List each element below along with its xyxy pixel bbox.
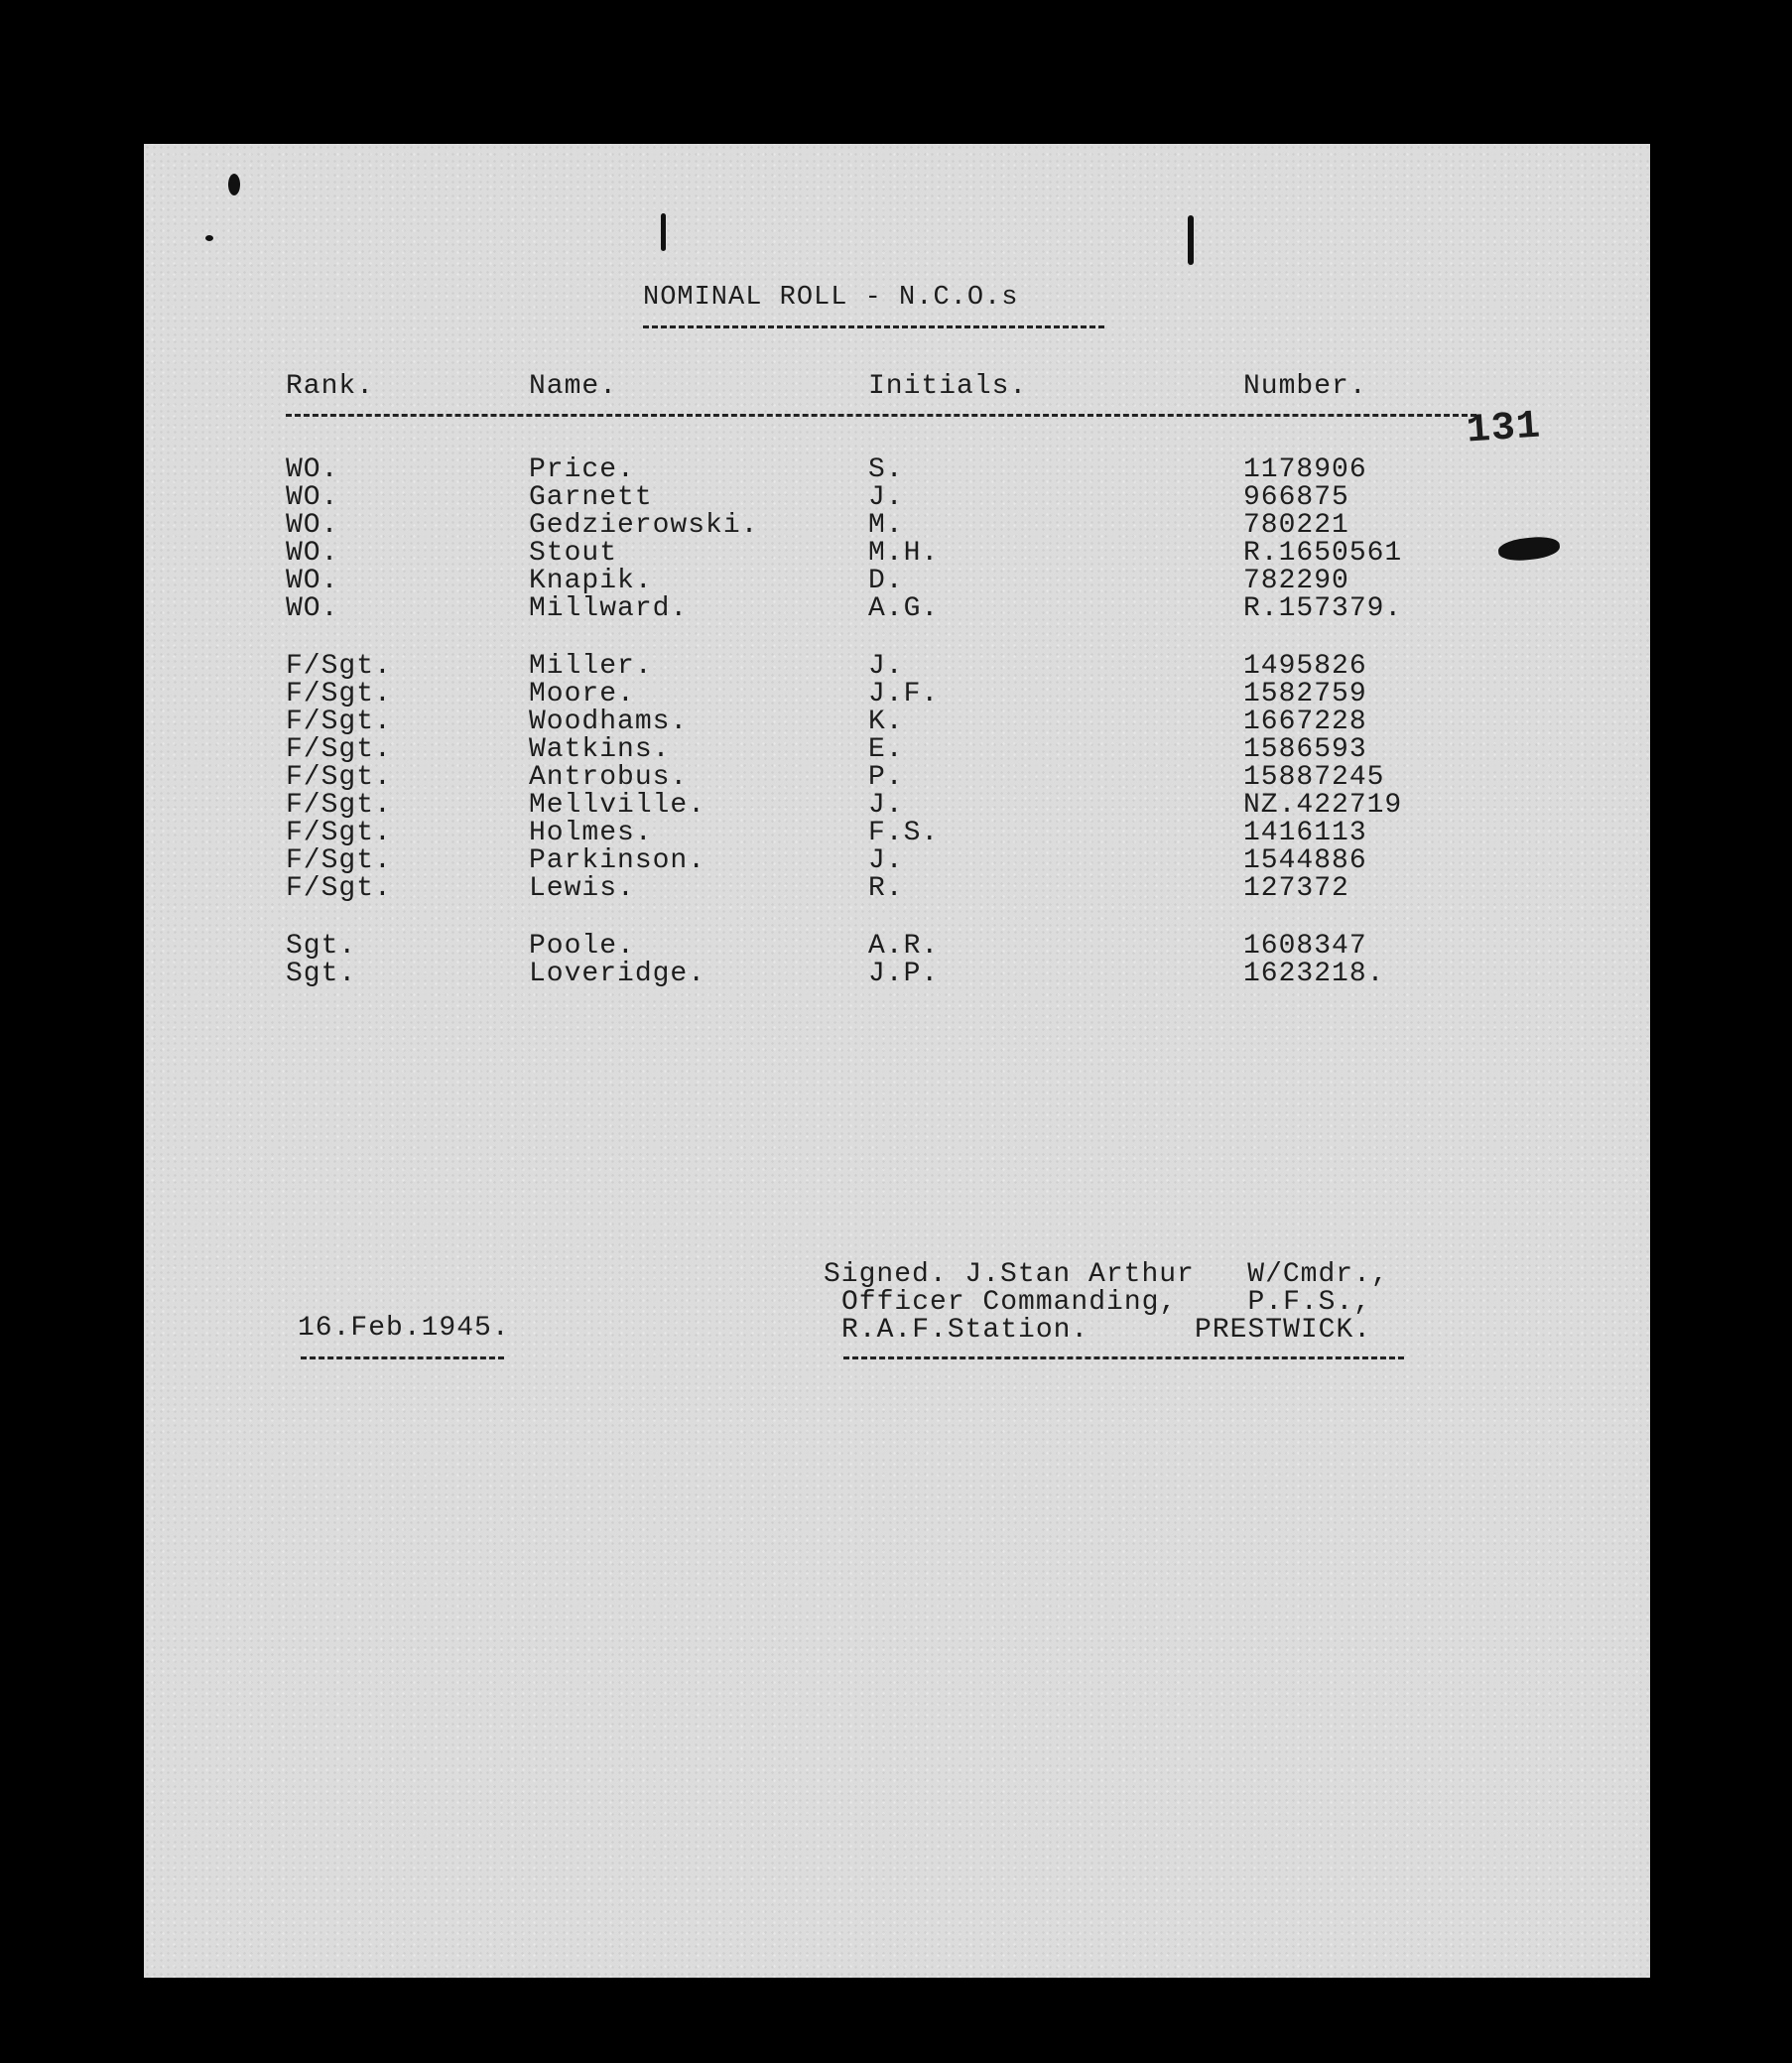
name-cell: Miller.: [529, 651, 653, 682]
ink-blot: [228, 174, 240, 195]
table-row: [144, 875, 1650, 903]
number-cell: NZ.422719: [1243, 790, 1403, 821]
table-row: [144, 595, 1650, 623]
number-cell: 782290: [1243, 566, 1349, 596]
date-underline: [301, 1356, 504, 1359]
initials-cell: J.P.: [868, 959, 940, 989]
initials-cell: J.F.: [868, 679, 940, 709]
document-page: [144, 144, 1650, 1978]
table-row: [144, 764, 1650, 792]
initials-cell: F.S.: [868, 818, 940, 848]
header-number: Number.: [1243, 371, 1367, 402]
table-row: [144, 961, 1650, 988]
initials-cell: A.G.: [868, 593, 940, 624]
table-row: [144, 681, 1650, 709]
ink-blot: [205, 235, 213, 241]
initials-cell: A.R.: [868, 931, 940, 962]
table-row: [144, 568, 1650, 595]
name-cell: Price.: [529, 454, 635, 485]
initials-cell: M.H.: [868, 538, 940, 569]
table-row: [144, 512, 1650, 540]
name-cell: Knapik.: [529, 566, 653, 596]
initials-cell: S.: [868, 454, 904, 485]
punch-mark: [1188, 215, 1194, 265]
name-cell: Holmes.: [529, 818, 653, 848]
initials-cell: P.: [868, 762, 904, 793]
table-row: [144, 653, 1650, 681]
initials-cell: R.: [868, 873, 904, 904]
name-cell: Millward.: [529, 593, 689, 624]
number-cell: 1623218.: [1243, 959, 1385, 989]
number-cell: 1495826: [1243, 651, 1367, 682]
rank-cell: Sgt.: [286, 931, 357, 962]
name-cell: Stout: [529, 538, 618, 569]
initials-cell: J.: [868, 790, 904, 821]
initials-cell: M.: [868, 510, 904, 541]
number-cell: 1178906: [1243, 454, 1367, 485]
signature-line-3: R.A.F.Station. PRESTWICK.: [841, 1315, 1372, 1346]
number-cell: 15887245: [1243, 762, 1385, 793]
rank-cell: F/Sgt.: [286, 707, 392, 737]
table-row: [144, 933, 1650, 961]
name-cell: Woodhams.: [529, 707, 689, 737]
name-cell: Garnett: [529, 482, 653, 513]
number-cell: 1582759: [1243, 679, 1367, 709]
rank-cell: WO.: [286, 454, 339, 485]
number-cell: 1544886: [1243, 845, 1367, 876]
name-cell: Poole.: [529, 931, 635, 962]
initials-cell: J.: [868, 651, 904, 682]
table-row: [144, 792, 1650, 820]
header-name: Name.: [529, 371, 618, 402]
table-row: [144, 736, 1650, 764]
table-row: [144, 484, 1650, 512]
initials-cell: J.: [868, 482, 904, 513]
number-cell: R.157379.: [1243, 593, 1403, 624]
name-cell: Loveridge.: [529, 959, 706, 989]
initials-cell: K.: [868, 707, 904, 737]
rank-cell: WO.: [286, 510, 339, 541]
initials-cell: D.: [868, 566, 904, 596]
number-cell: 1667228: [1243, 707, 1367, 737]
signature-line-2: Officer Commanding, P.F.S.,: [841, 1287, 1372, 1318]
rank-cell: F/Sgt.: [286, 679, 392, 709]
number-cell: 1586593: [1243, 734, 1367, 765]
rank-cell: F/Sgt.: [286, 845, 392, 876]
rank-cell: F/Sgt.: [286, 818, 392, 848]
name-cell: Lewis.: [529, 873, 635, 904]
name-cell: Watkins.: [529, 734, 671, 765]
number-cell: 780221: [1243, 510, 1349, 541]
header-rank: Rank.: [286, 371, 375, 402]
header-rule: [286, 414, 1476, 417]
number-cell: 1608347: [1243, 931, 1367, 962]
table-row: [144, 456, 1650, 484]
name-cell: Gedzierowski.: [529, 510, 759, 541]
rank-cell: F/Sgt.: [286, 762, 392, 793]
rank-cell: WO.: [286, 538, 339, 569]
initials-cell: J.: [868, 845, 904, 876]
table-row: [144, 540, 1650, 568]
signature-line-1: Signed. J.Stan Arthur W/Cmdr.,: [824, 1259, 1389, 1290]
rank-cell: F/Sgt.: [286, 873, 392, 904]
initials-cell: E.: [868, 734, 904, 765]
name-cell: Antrobus.: [529, 762, 689, 793]
name-cell: Mellville.: [529, 790, 706, 821]
reference-number: 131: [1465, 404, 1543, 454]
table-row: [144, 820, 1650, 847]
punch-mark: [661, 213, 666, 251]
document-date: 16.Feb.1945.: [298, 1313, 510, 1344]
rank-cell: WO.: [286, 593, 339, 624]
number-cell: 1416113: [1243, 818, 1367, 848]
number-cell: 966875: [1243, 482, 1349, 513]
rank-cell: WO.: [286, 566, 339, 596]
rank-cell: F/Sgt.: [286, 651, 392, 682]
name-cell: Moore.: [529, 679, 635, 709]
rank-cell: WO.: [286, 482, 339, 513]
document-title: NOMINAL ROLL - N.C.O.s: [643, 283, 1019, 313]
table-row: [144, 709, 1650, 736]
title-underline: [643, 325, 1104, 328]
table-row: [144, 847, 1650, 875]
rank-cell: Sgt.: [286, 959, 357, 989]
number-cell: R.1650561: [1243, 538, 1403, 569]
rank-cell: F/Sgt.: [286, 790, 392, 821]
signature-underline: [843, 1356, 1404, 1359]
header-initials: Initials.: [868, 371, 1028, 402]
rank-cell: F/Sgt.: [286, 734, 392, 765]
number-cell: 127372: [1243, 873, 1349, 904]
name-cell: Parkinson.: [529, 845, 706, 876]
